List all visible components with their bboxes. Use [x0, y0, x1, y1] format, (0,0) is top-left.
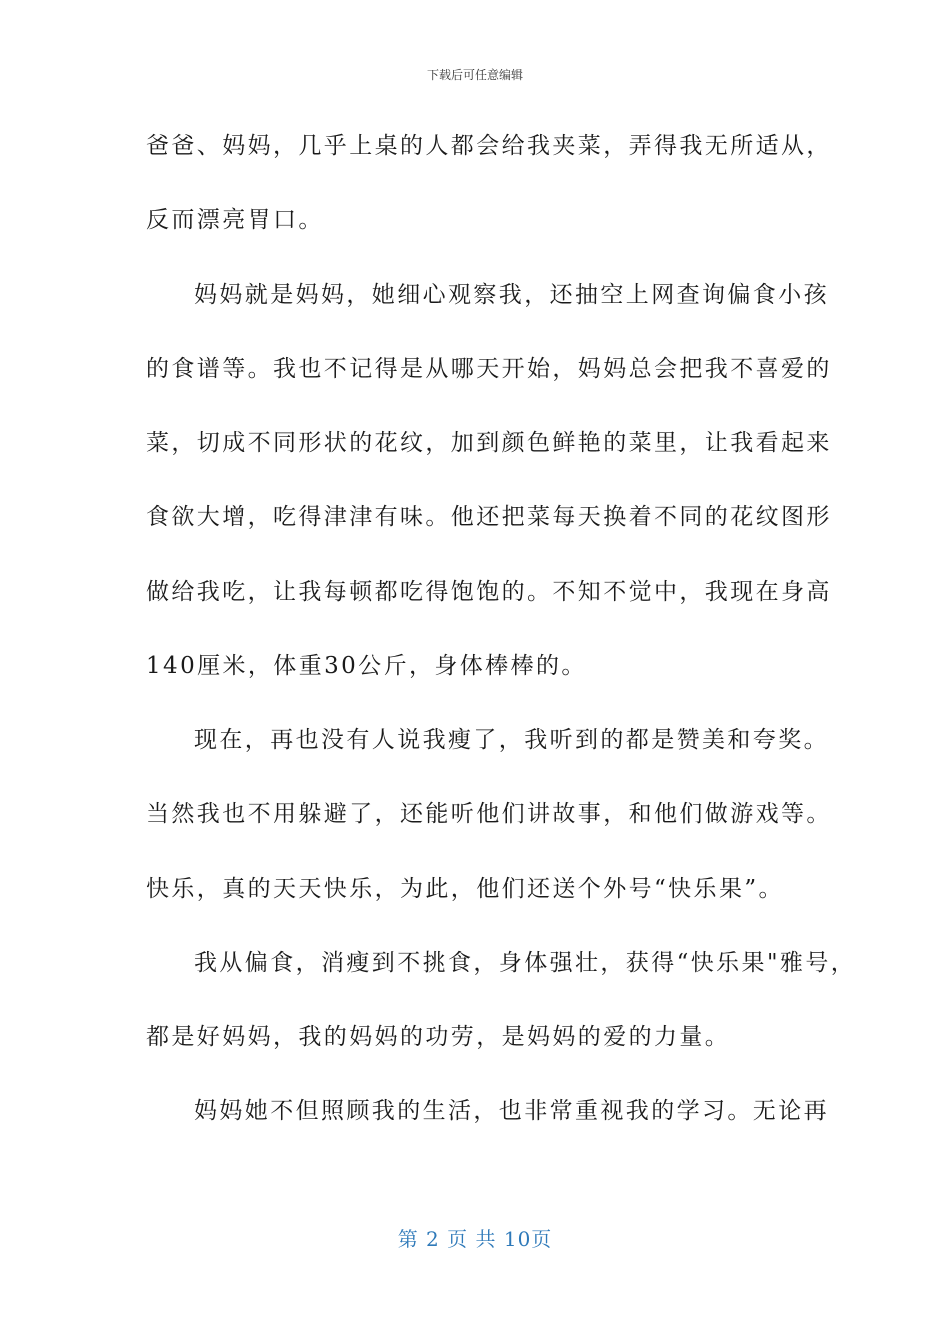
page-header: 下载后可任意编辑: [426, 68, 523, 82]
text-line: 都是好妈妈，我的妈妈的功劳，是妈妈的爱的力量。: [146, 1024, 731, 1050]
text-line: 的食谱等。我也不记得是从哪天开始，妈妈总会把我不喜爱的: [146, 356, 832, 382]
text-line: 140厘米，体重30公斤，身体棒棒的。: [146, 653, 587, 679]
text-line: 反而漂亮胃口。: [146, 207, 324, 233]
text-line: 菜，切成不同形状的花纹，加到颜色鲜艳的菜里，让我看起来: [146, 430, 832, 456]
paragraph-first-line: 妈妈她不但照顾我的生活，也非常重视我的学习。无论再: [194, 1098, 829, 1124]
text-line: 当然我也不用躲避了，还能听他们讲故事，和他们做游戏等。: [146, 801, 832, 827]
paragraph-first-line: 妈妈就是妈妈，她细心观察我，还抽空上网查询偏食小孩: [194, 282, 829, 308]
page-number-footer: 第 2 页 共 10页: [397, 1227, 553, 1251]
paragraph-first-line: 我从偏食，消瘦到不挑食，身体强壮，获得“快乐果"雅号，: [194, 950, 857, 976]
text-line: 食欲大增，吃得津津有味。他还把菜每天换着不同的花纹图形: [146, 504, 832, 530]
text-line: 做给我吃，让我每顿都吃得饱饱的。不知不觉中，我现在身高: [146, 579, 832, 605]
text-line: 快乐，真的天天快乐，为此，他们还送个外号“快乐果”。: [146, 876, 784, 902]
paragraph-first-line: 现在，再也没有人说我瘦了，我听到的都是赞美和夸奖。: [194, 727, 829, 753]
text-line: 爸爸、妈妈，几乎上桌的人都会给我夹菜，弄得我无所适从，: [146, 133, 832, 159]
